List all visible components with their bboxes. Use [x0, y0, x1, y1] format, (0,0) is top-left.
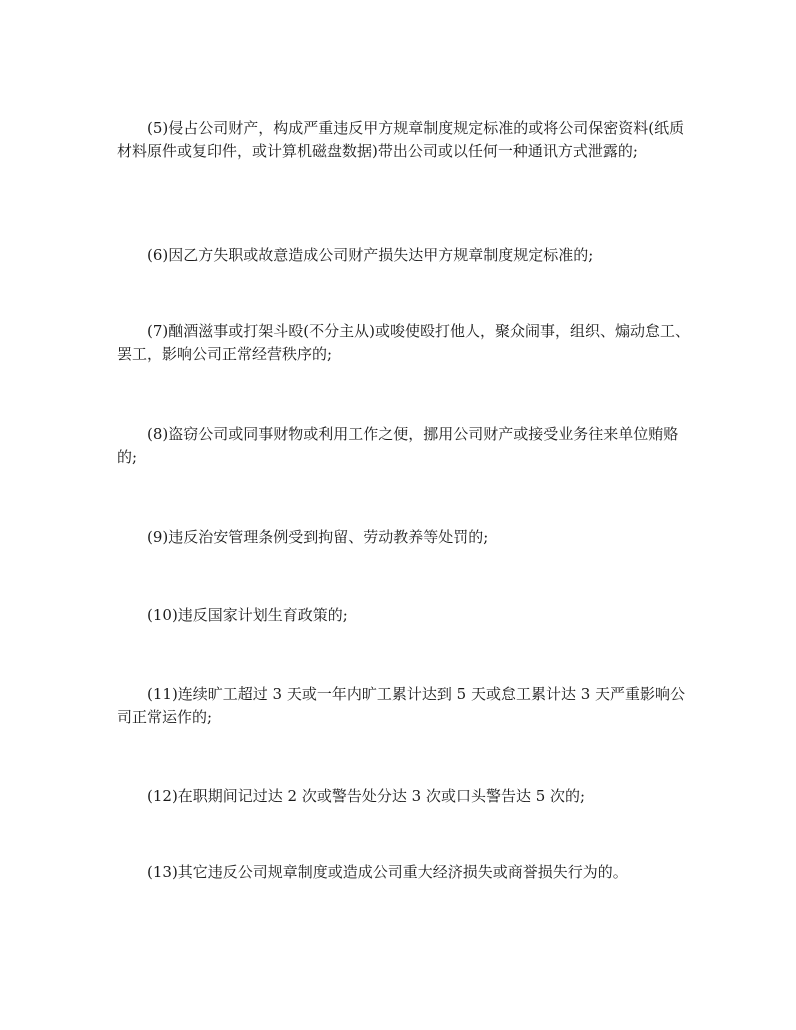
clause-8: (8)盗窃公司或同事财物或利用工作之便，挪用公司财产或接受业务往来单位贿赂的;: [117, 425, 679, 466]
clause-12: (12)在职期间记过达 2 次或警告处分达 3 次或口头警告达 5 次的;: [147, 787, 586, 805]
clause-10: (10)违反国家计划生育政策的;: [147, 606, 348, 624]
clause-13: (13)其它违反公司规章制度或造成公司重大经济损失或商誉损失行为的。: [147, 863, 628, 881]
clause-7: (7)酗酒滋事或打架斗殴(不分主从)或唆使殴打他人，聚众闹事，组织、煽动怠工、罢工，影响公司正常经营秩序的;: [117, 322, 690, 363]
clause-11: (11)连续旷工超过 3 天或一年内旷工累计达到 5 天或怠工累计达 3 天严重影响公司正常运作的;: [117, 685, 686, 726]
clause-9: (9)违反治安管理条例受到拘留、劳动教养等处罚的;: [147, 528, 489, 546]
clause-6: (6)因乙方失职或故意造成公司财产损失达甲方规章制度规定标准的;: [147, 246, 594, 264]
clause-5: (5)侵占公司财产，构成严重违反甲方规章制度规定标准的或将公司保密资料(纸质材料原件或复印件，或计算机磁盘数据)带出公司或以任何一种通讯方式泄露的;: [117, 119, 685, 160]
